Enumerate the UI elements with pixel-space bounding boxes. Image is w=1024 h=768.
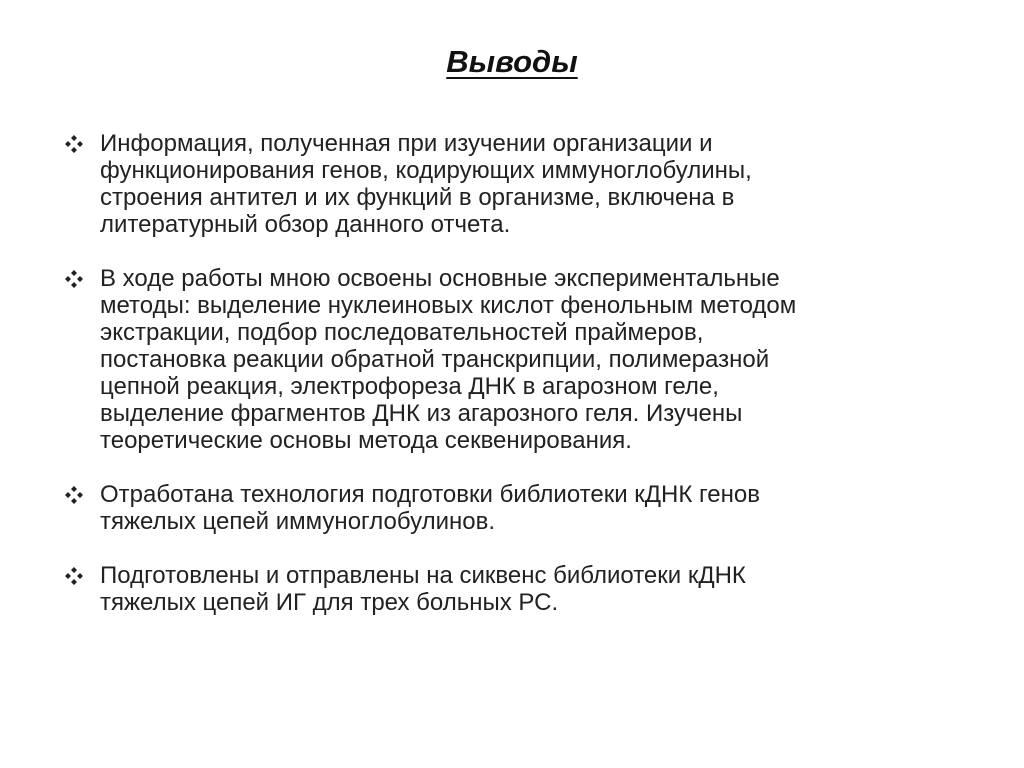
list-item-text: Информация, полученная при изучении организации и функционирования генов, кодирующих иммуноглобулины, строения антител и их функций в организме, включена в литературный обзор данного отчета. [100, 130, 752, 238]
list-item-text: Подготовлены и отправлены на сиквенс библиотеки кДНК тяжелых цепей ИГ для трех больных РС. [100, 562, 746, 616]
four-diamond-bullet-icon [62, 265, 100, 293]
list-item [62, 265, 962, 454]
four-diamond-bullet-icon [62, 130, 100, 158]
conclusions-list [62, 130, 962, 643]
list-item-text: В ходе работы мною освоены основные экспериментальные методы: выделение нуклеиновых кислот фенольным методом экстракции, подбор последовательностей праймеров, постановка реакции обратной транскрипции, полимеразной цепной реакция, электрофореза ДНК в агарозном геле, выделение фрагментов ДНК из агарозного геля. Изучены теоретические основы метода секвенирования. [100, 265, 797, 454]
list-item-text: Отработана технология подготовки библиотеки кДНК генов тяжелых цепей иммуноглобулинов. [100, 481, 760, 535]
list-item [62, 562, 962, 616]
slide-title: Выводы [446, 44, 578, 79]
four-diamond-bullet-icon [62, 481, 100, 509]
list-item [62, 481, 962, 535]
four-diamond-bullet-icon [62, 562, 100, 590]
list-item [62, 130, 962, 238]
